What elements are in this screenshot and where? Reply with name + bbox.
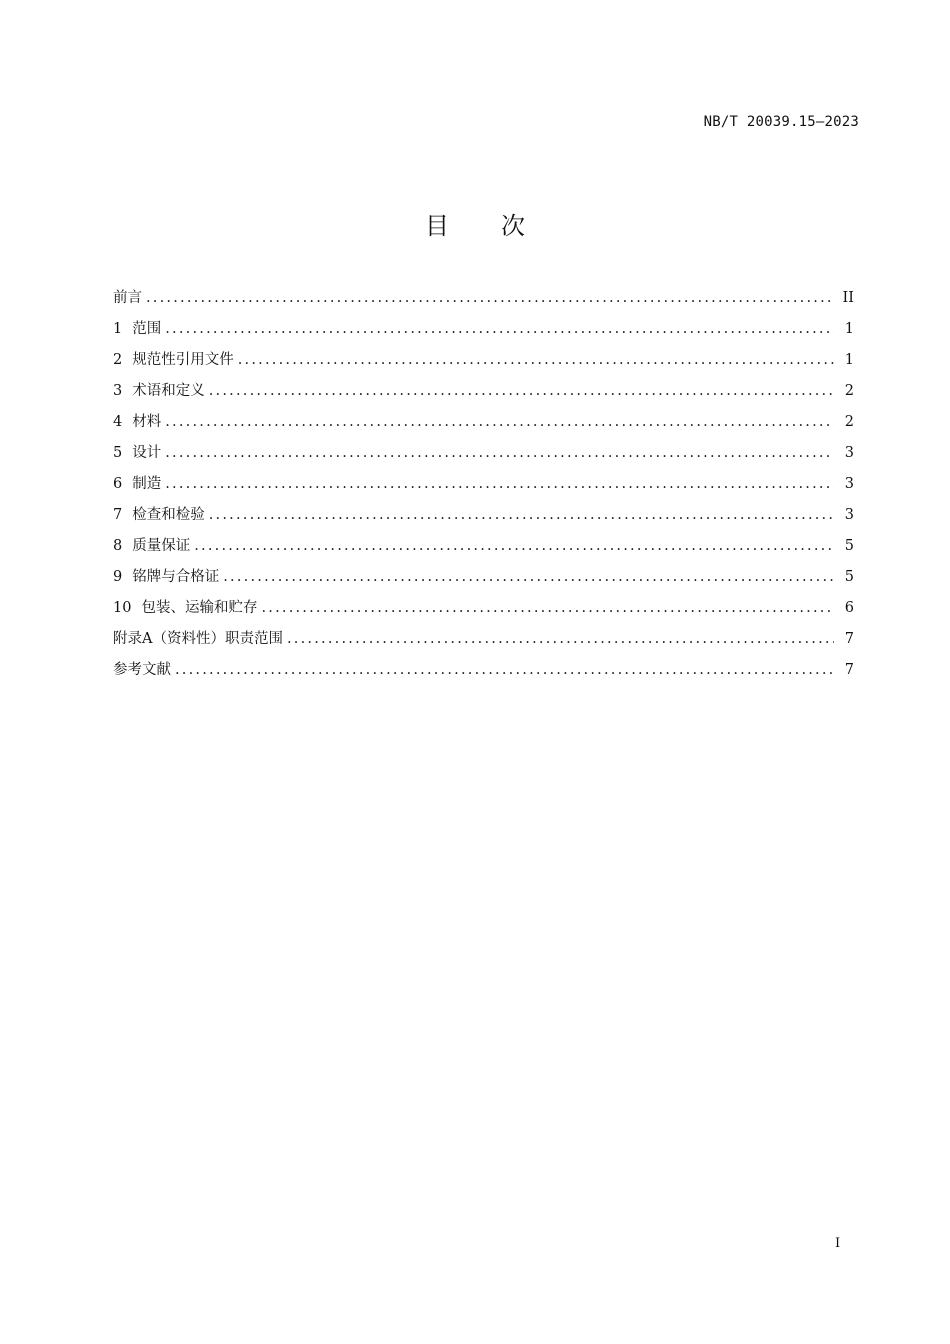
toc-entry-label: 规范性引用文件 (132, 352, 234, 368)
toc-entry-5[interactable] (113, 441, 854, 472)
toc-entry-page: II (842, 290, 854, 306)
toc-leader-dots (165, 321, 834, 337)
standard-number: NB/T 20039.15—2023 (703, 114, 859, 130)
toc-entry-label: 包装、运输和贮存 (141, 600, 258, 616)
toc-entry-page: 3 (844, 445, 854, 461)
toc-entry-page: 1 (844, 321, 854, 337)
toc-entry-6[interactable] (113, 472, 854, 503)
toc-entry-page: 3 (844, 507, 854, 523)
toc-entry-1[interactable] (113, 317, 854, 348)
toc-entry-number: 2 (113, 352, 123, 368)
toc-entry-page: 2 (844, 383, 854, 399)
toc-entry-page: 7 (844, 631, 854, 647)
toc-entry-label: 术语和定义 (132, 383, 205, 399)
toc-entry-label: 铭牌与合格证 (132, 569, 220, 585)
toc-entry-number: 3 (113, 383, 123, 399)
toc-entry-page: 6 (844, 600, 854, 616)
toc-entry-number: 6 (113, 476, 123, 492)
toc-entry-label: 前言 (113, 290, 142, 306)
toc-entry-7[interactable] (113, 503, 854, 534)
toc-entry-number: 10 (113, 600, 132, 616)
toc-entry-number: 5 (113, 445, 123, 461)
page-number: I (835, 1236, 841, 1251)
toc-leader-dots (165, 414, 834, 430)
toc-entry-label: 设计 (132, 445, 162, 461)
toc-entry-9[interactable] (113, 565, 854, 596)
toc-entry-page: 7 (844, 662, 854, 678)
toc-entry-page: 5 (844, 538, 854, 554)
toc-leader-dots (287, 631, 834, 647)
toc-entry-label: 附录A（资料性）职责范围 (113, 631, 283, 647)
toc-leader-dots (238, 352, 834, 368)
toc-entry-10[interactable] (113, 596, 854, 627)
toc-title-char-1: 目 (425, 212, 449, 240)
toc-entry-number: 1 (113, 321, 123, 337)
toc-leader-dots (261, 600, 834, 616)
toc-leader-dots (146, 290, 834, 306)
toc-entry-label: 质量保证 (132, 538, 191, 554)
toc-entry-label: 检查和检验 (132, 507, 205, 523)
toc-entry-page: 5 (844, 569, 854, 585)
toc-entry-number: 4 (113, 414, 123, 430)
toc-entry-8[interactable] (113, 534, 854, 565)
toc-list (113, 286, 854, 689)
toc-leader-dots (209, 507, 834, 523)
toc-entry-page: 1 (844, 352, 854, 368)
toc-leader-dots (209, 383, 834, 399)
toc-leader-dots (165, 445, 834, 461)
toc-entry-2[interactable] (113, 348, 854, 379)
toc-entry-number: 7 (113, 507, 123, 523)
toc-entry-page: 3 (844, 476, 854, 492)
toc-entry-4[interactable] (113, 410, 854, 441)
toc-leader-dots (175, 662, 834, 678)
toc-title-char-2: 次 (501, 212, 525, 240)
toc-leader-dots (194, 538, 834, 554)
toc-entry-number: 8 (113, 538, 123, 554)
toc-entry-number: 9 (113, 569, 123, 585)
toc-leader-dots (223, 569, 834, 585)
toc-entry-annex-a[interactable] (113, 627, 854, 658)
toc-entry-page: 2 (844, 414, 854, 430)
toc-entry-foreword[interactable] (113, 286, 854, 317)
toc-entry-label: 范围 (132, 321, 162, 337)
toc-entry-label: 制造 (132, 476, 162, 492)
toc-entry-3[interactable] (113, 379, 854, 410)
toc-leader-dots (165, 476, 834, 492)
toc-entry-label: 参考文献 (113, 662, 171, 678)
toc-title (0, 206, 950, 241)
toc-entry-bibliography[interactable] (113, 658, 854, 689)
toc-entry-label: 材料 (132, 414, 162, 430)
